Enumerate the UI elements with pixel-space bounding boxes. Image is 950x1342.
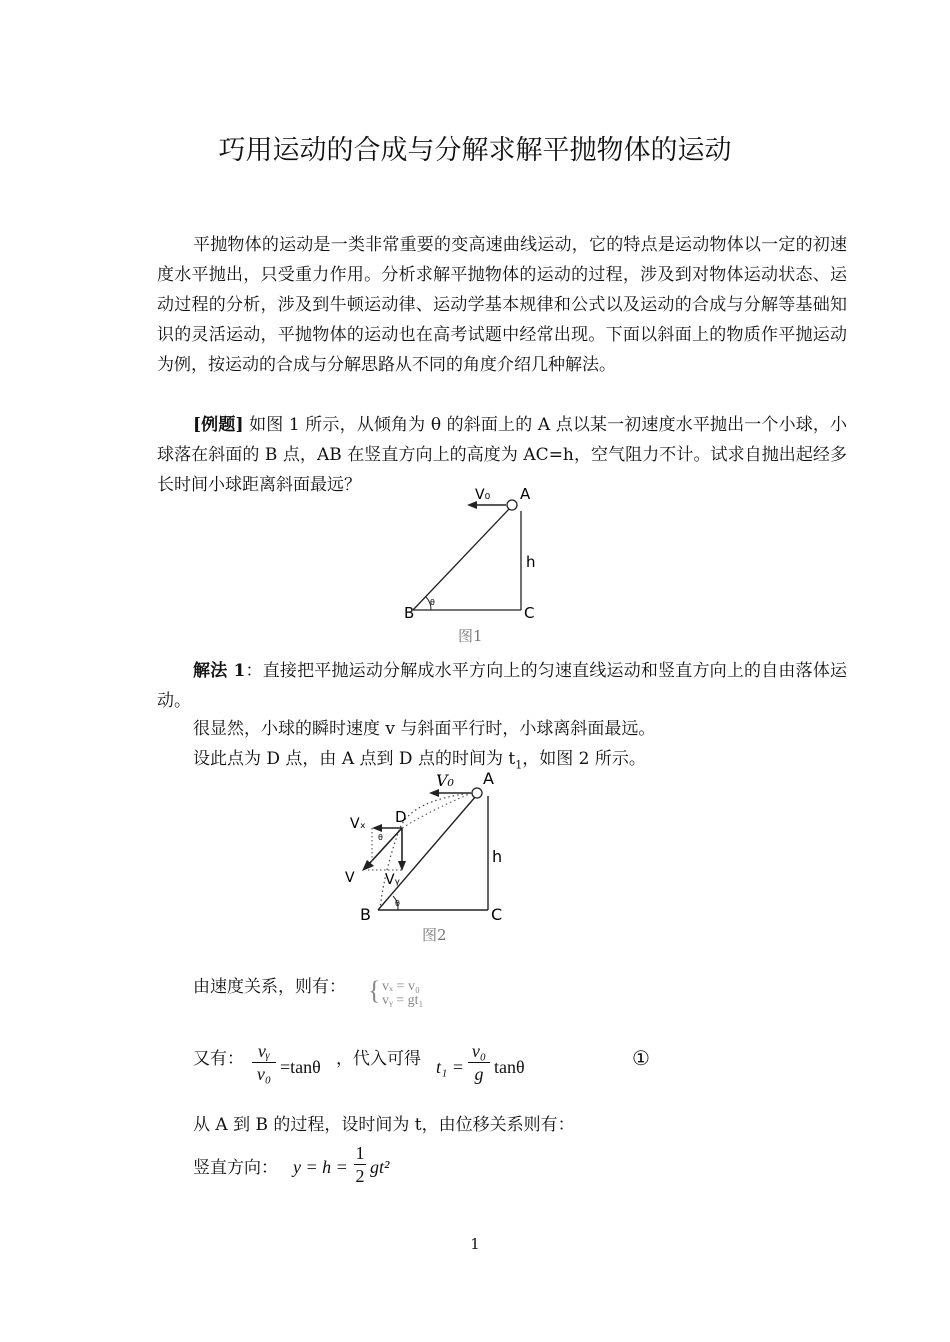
- vertical-eq-lhs: y = h =: [293, 1157, 348, 1177]
- fig2-label-b: B: [360, 905, 371, 924]
- fig1-slope-ab: [413, 507, 511, 610]
- figure-2-caption: 图2: [422, 926, 447, 944]
- fig1-label-theta: θ: [430, 598, 435, 607]
- fig2-v0-arrowhead: [429, 789, 439, 797]
- t1-rhs: tanθ: [494, 1057, 525, 1077]
- line3-pre: 设此点为 D 点，由 A 点到 D 点的时间为 t: [193, 749, 516, 769]
- solution1-text: ：直接把平抛运动分解成水平方向上的匀速直线运动和竖直方向上的自由落体运动。: [157, 661, 848, 711]
- eq-sys-line2: vᵧ = gt₁: [382, 993, 424, 1008]
- fig1-label-v0: V₀: [475, 487, 491, 503]
- fig2-slope-ab: [378, 796, 476, 910]
- tan-theta-rhs: =tanθ: [280, 1057, 321, 1077]
- solution1-line2: 很显然，小球的瞬时速度 v 与斜面平行时，小球离斜面最远。: [193, 719, 656, 739]
- page-title: 巧用运动的合成与分解求解平抛物体的运动: [218, 135, 732, 166]
- eq-sys-line1: vₓ = v₀: [382, 979, 420, 994]
- example-label: [例题]: [193, 415, 244, 435]
- fig2-label-a: A: [483, 769, 494, 788]
- fig2-label-vy: Vᵧ: [385, 872, 400, 888]
- line3-post: ，如图 2 所示。: [522, 749, 646, 769]
- fig2-label-theta: θ: [395, 899, 400, 908]
- solution1-paragraph: [157, 656, 847, 716]
- fig1-label-b: B: [404, 604, 415, 622]
- equation-brace: {: [368, 976, 381, 1005]
- velocity-relation-text: 由速度关系，则有：: [193, 977, 346, 997]
- vertical-eq-rhs: gt²: [370, 1157, 390, 1177]
- fraction-v0-g: [468, 1040, 490, 1085]
- fig2-label-c: C: [491, 905, 503, 924]
- frac-v0: v₀: [256, 1064, 272, 1084]
- figure-1: [395, 485, 555, 625]
- figure-1-caption: 图1: [458, 627, 483, 645]
- fig2-label-theta-top: θ: [378, 833, 383, 842]
- fig2-label-v0: V₀: [436, 771, 454, 790]
- fig2-vy-arrowhead: [398, 861, 406, 871]
- fig2-v-arrow: [368, 828, 402, 865]
- fraction-vy-v0: [252, 1040, 276, 1085]
- fig1-ball: [507, 500, 517, 510]
- fraction-half: [354, 1142, 366, 1187]
- substitute-text: ，代入可得: [336, 1049, 421, 1069]
- vertical-direction-text: 竖直方向：: [193, 1158, 278, 1178]
- line3-sub: 1: [515, 758, 523, 772]
- fig1-label-h: h: [526, 553, 536, 571]
- solution1-label: 解法 1: [193, 661, 246, 681]
- equation-system: [382, 980, 423, 1008]
- frac-half-den: 2: [355, 1166, 365, 1186]
- ab-process-text: 从 A 到 B 的过程，设时间为 t，由位移关系则有：: [193, 1115, 575, 1135]
- t1-lhs: t₁ =: [436, 1057, 464, 1077]
- fig2-vx-arrowhead: [372, 824, 382, 832]
- fig1-label-a: A: [520, 485, 531, 503]
- frac-t1-num: v₀: [471, 1041, 487, 1061]
- example-text: 如图 1 所示，从倾角为 θ 的斜面上的 A 点以某一初速度水平抛出一个小球，小球落在斜面的 B 点，AB 在竖直方向上的高度为 AC=h，空气阻力不计。试求自抛出起经多长时间小球距离斜面最远？: [157, 415, 848, 495]
- intro-paragraph: 平抛物体的运动是一类非常重要的变高速曲线运动，它的特点是运动物体以一定的初速度水平抛出，只受重力作用。分析求解平抛物体的运动的过程，涉及到对物体运动状态、运动过程的分析，涉及到牛顿运动律、运动学基本规律和公式以及运动的合成与分解等基础知识的灵活运动，平抛物体的运动也在高考试题中经常出现。下面以斜面上的物质作平抛运动为例，按运动的合成与分解思路从不同的角度介绍几种解法。: [157, 235, 847, 375]
- fig1-label-c: C: [524, 604, 535, 622]
- frac-vy: vᵧ: [257, 1041, 271, 1061]
- fig2-label-vx: Vₓ: [350, 816, 366, 832]
- fig2-trajectory-inner: [402, 793, 472, 828]
- fig2-label-d: D: [395, 808, 407, 826]
- fig2-label-h: h: [492, 847, 503, 866]
- figure-2: [340, 768, 510, 928]
- also-text: 又有：: [193, 1049, 244, 1069]
- frac-half-num: 1: [355, 1143, 365, 1163]
- page-number: 1: [470, 1235, 480, 1253]
- frac-t1-den: g: [474, 1064, 484, 1084]
- fig2-label-v: V: [345, 870, 355, 886]
- fig2-ball: [472, 788, 482, 798]
- equation-mark-1: ①: [632, 1048, 650, 1070]
